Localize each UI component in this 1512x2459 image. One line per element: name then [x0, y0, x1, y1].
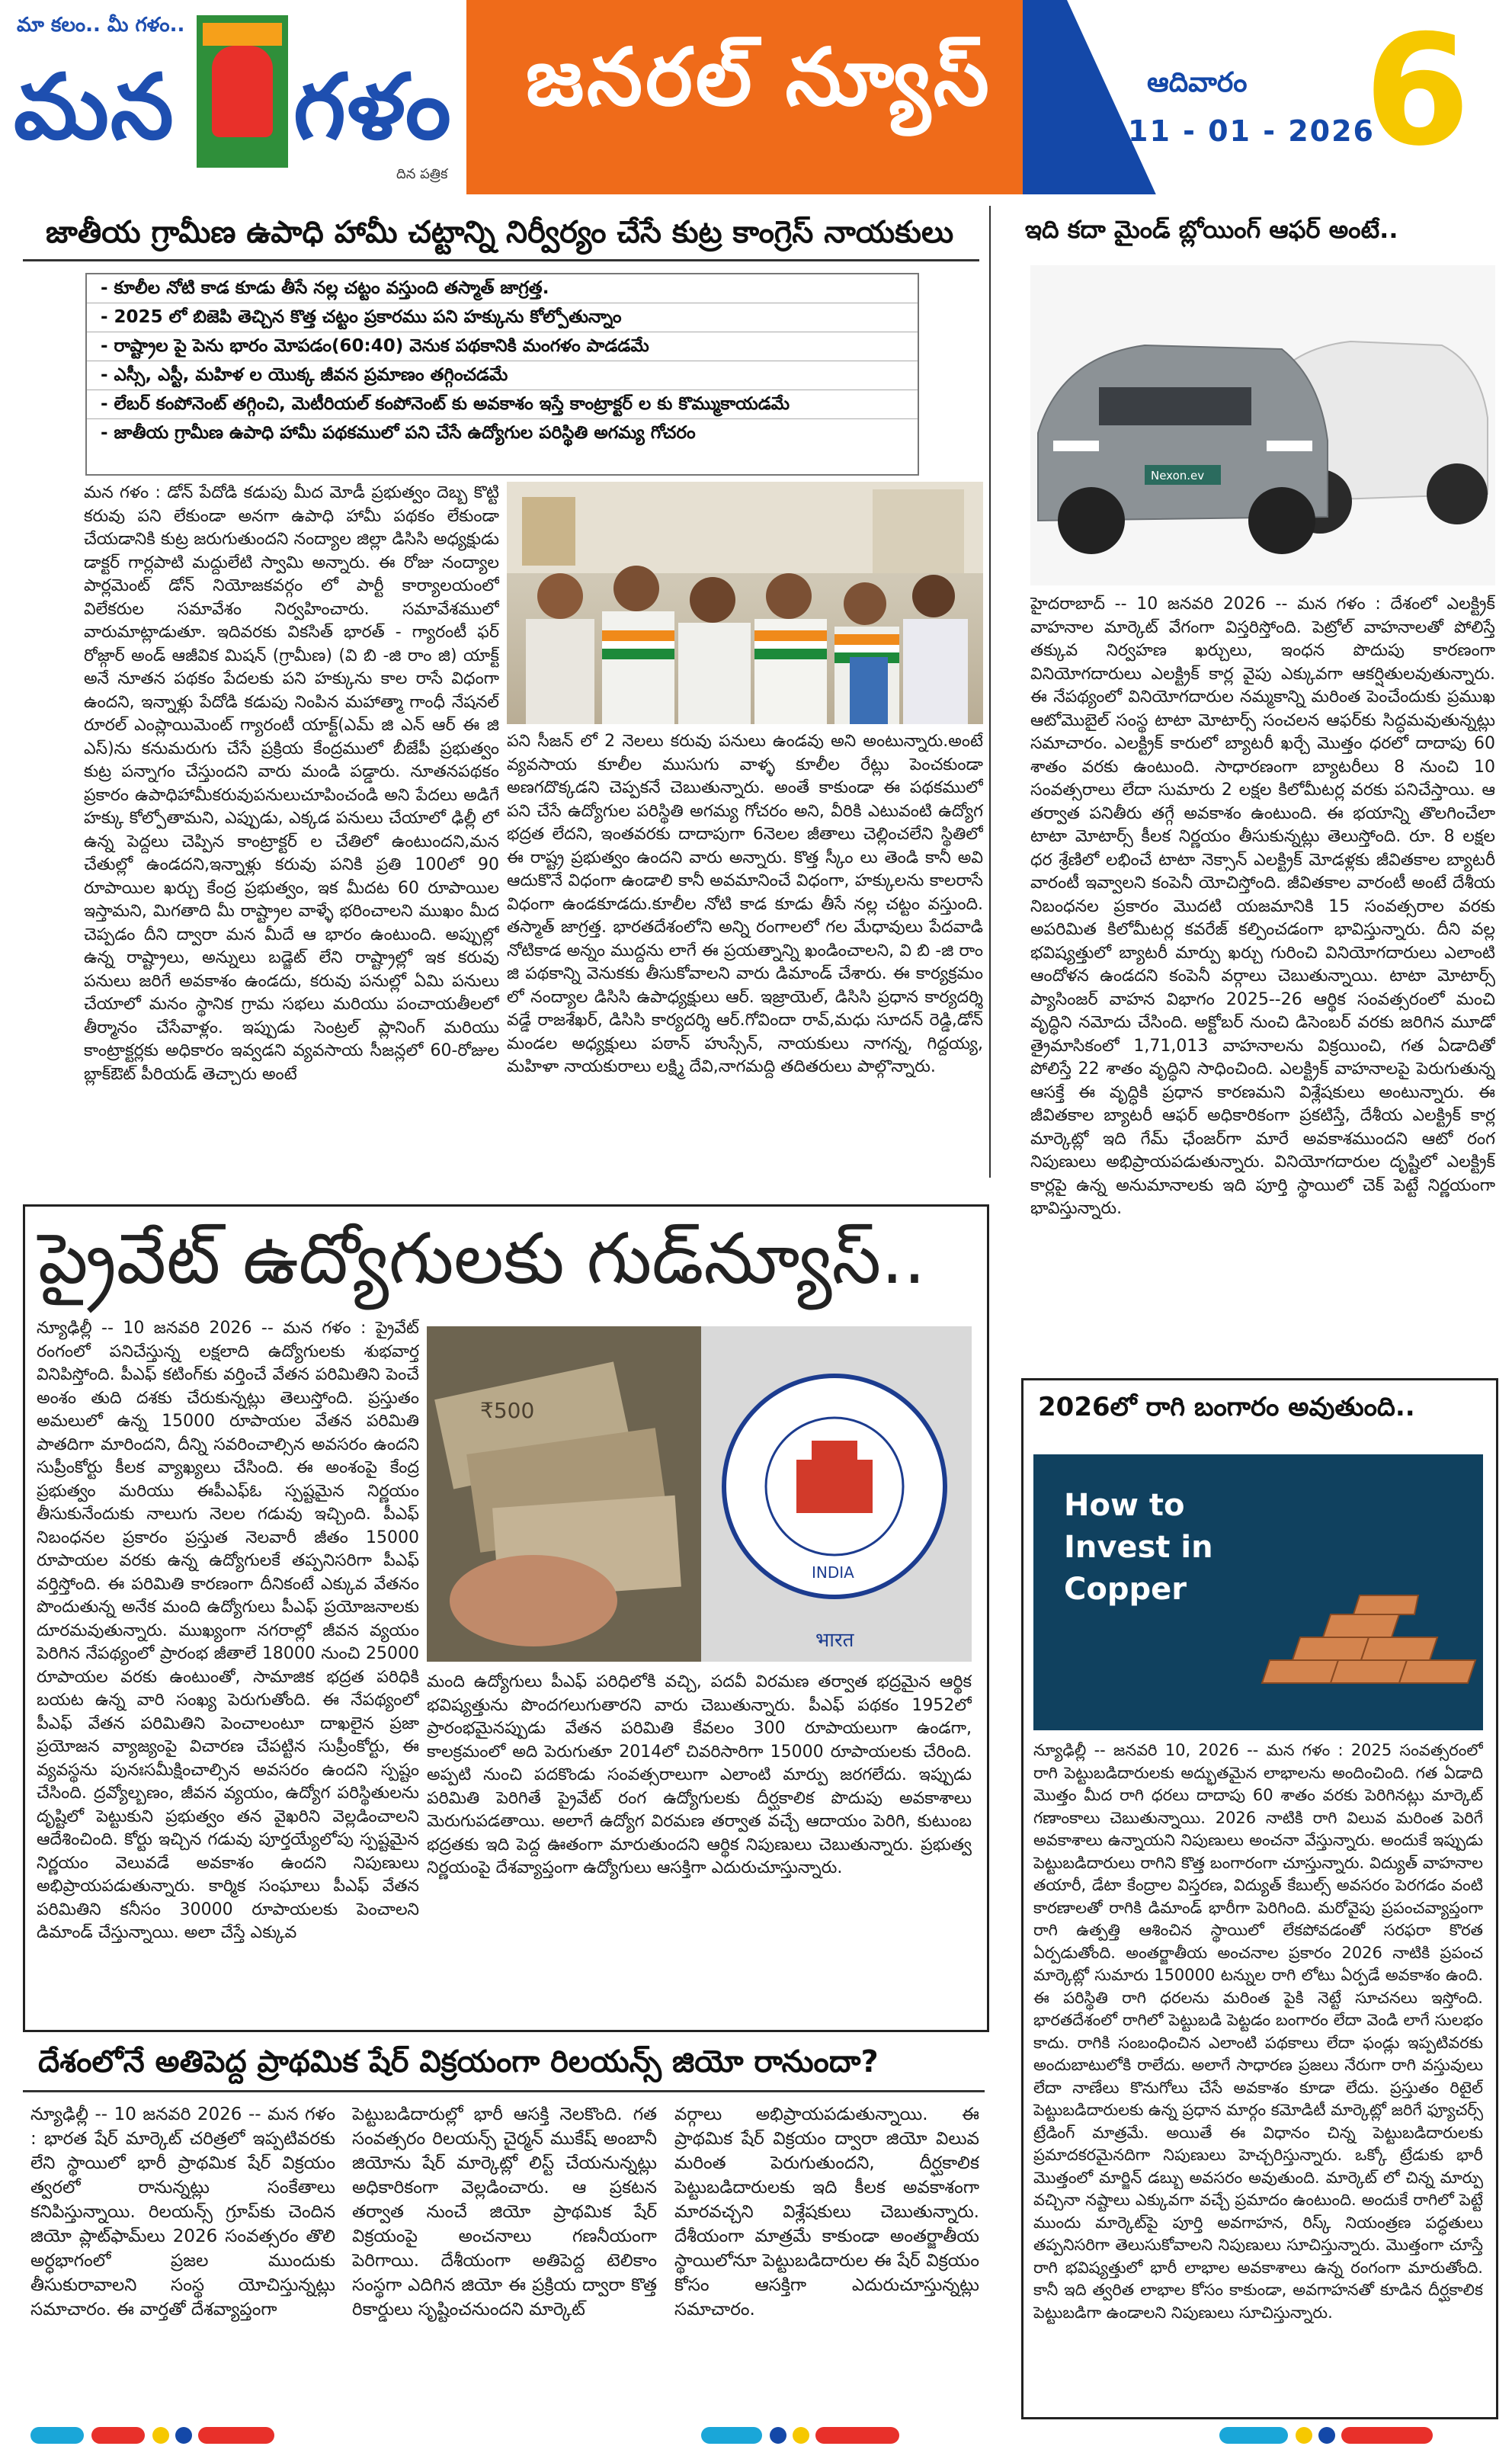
article5-body: న్యూఢిల్లీ -- జనవరి 10, 2026 -- మన గళం : 2025 సంవత్సరంలో రాగి పెట్టుబడిదారులకు అద్భుతమైన లాభాలను అందించింది. గత ఏడాది మొత్తం మీద రాగి ధరలు దాదాపు 60 శాతం వరకు పెరిగినట్లు మార్కెట్ గణాంకాలు చెబుతున్నాయి. 2026 నాటికి రాగి విలువ మరింత పెరిగే అవకాశాలు ఉన్నాయని నిపుణులు అంచనా వేస్తున్నారు. అందుకే ఇప్పుడు పెట్టుబడిదారులు రాగిని కొత్త బంగారంగా చూస్తున్నారు. విద్యుత్ వాహనాల తయారీ, డేటా కేంద్రాల విస్తరణ, విద్యుత్ కేబుల్స్ అవసరం పెరగడం వంటి కారణాలతో రాగికి డిమాండ్ భారీగా పెరిగింది. మరోవైపు ప్రపంచవ్యాప్తంగా రాగి ఉత్పత్తి ఆశించిన స్థాయిలో లేకపోవడంతో సరఫరా కొరత ఏర్పడుతోంది. అంతర్జాతీయ అంచనాల ప్రకారం 2026 నాటికి ప్రపంచ మార్కెట్లో సుమారు 150000 టన్నుల రాగి లోటు ఏర్పడే అవకాశం ఉంది. ఈ పరిస్థితి రాగి ధరలను మరింత పైకి నెట్టే సూచనలు ఇస్తోంది. భారతదేశంలో రాగిలో పెట్టుబడి పెట్టడం బంగారం లేదా వెండి లాగే సులభం కాదు. రాగికి సంబంధించిన ఎలాంటి పథకాలు లేదా ఫండ్లు ఇప్పటివరకు అందుబాటులోకి రాలేదు. అలాగే సాధారణ ప్రజలు నేరుగా రాగి వస్తువులు లేదా నాణేలు కొనుగోలు చేసే అవకాశం కూడా లేదు. ప్రస్తుతం రిటైల్ పెట్టుబడిదారులకు ఉన్న ప్రధాన మార్గం కమోడిటీ మార్కెట్లో జరిగే ఫ్యూచర్స్ ట్రేడింగ్ మాత్రమే. అయితే ఈ విధానం చిన్న పెట్టుబడిదారులకు ప్రమాదకరమైనదిగా నిపుణులు హెచ్చరిస్తున్నారు. ఒక్కో ట్రేడుకు భారీ మొత్తంలో మార్జిన్ డబ్బు అవసరం అవుతుంది. మార్కెట్ లో చిన్న మార్పు వచ్చినా నష్టాలు ఎక్కువగా వచ్చే ప్రమాదం ఉంటుంది. అందుకే రాగిలో పెట్టే ముందు మార్కెట్‌పై పూర్తి అవగాహన, రిస్క్ నియంత్రణ పద్ధతులు తప్పనిసరిగా తెలుసుకోవాలని నిపుణులు సూచిస్తున్నారు. మొత్తంగా చూస్తే రాగి భవిష్యత్తులో భారీ లాభాల అవకాశాలు ఉన్న రంగంగా మారుతోంది. కానీ ఇది త్వరిత లాభాల కోసం కాకుండా, అవగాహనతో కూడిన దీర్ఘకాలిక పెట్టుబడిగా ఉండాలని నిపుణులు సూచిస్తున్నారు.: [1033, 1741, 1483, 2322]
column-divider: [989, 206, 991, 1178]
highlight-item: - జాతీయ గ్రామీణ ఉపాధి హామీ పథకములో పని చేసే ఉద్యోగుల పరిస్థితి అగమ్య గోచరం: [101, 423, 696, 443]
footer-decoration-center: [701, 2427, 960, 2445]
footer-decoration-right: [1219, 2427, 1494, 2445]
tagline: మా కలం.. మీ గళం..: [17, 14, 185, 37]
article1-body-col2: పని సీజన్ లో 2 నెలలు కరువు పనులు ఉండవు అని అంటున్నారు.అంటే వ్యవసాయ కూలీల ముసుగు వాళ్ళ కూలీల రేట్లు పెంచకుండా అణగదొక్కడని చెప్పకనే చెబుతున్నారు. అంతే కాకుండా ఈ పథకములో పని చేసే ఉద్యోగుల పరిస్థితి అగమ్య గోచరం అని, వీరికి ఎటువంటి ఉద్యోగ భద్రత లేదని, ఇంతవరకు దాదాపుగా 6నెలల జీతాలు చెల్లించలేని స్థితిలో ఈ రాష్ట్ర ప్రభుత్వం ఉందని వారు అన్నారు. కొత్త స్కీం లు తెండి కానీ అవి ఆదుకొనే విధంగా ఉండాలి కానీ అవమానించే విధంగా, హక్కులను కాలరాసే విధంగా ఉండకూడదు.కూలీల నోటి కాడ కూడు తీసే నల్ల చట్టం వస్తుంది. తస్మాత్ జాగ్రత్త. భారతదేశంలోని అన్ని రంగాలలో గల మేధావులు పేదవాడి నోటికాడ అన్నం ముద్దను లాగే ఈ ప్రయత్నాన్ని ఖండించాలని, వి బి -జి రాం జి పథకాన్ని వెనుకకు తీసుకోవాలని వారు డిమాండ్ చేశారు. ఈ కార్యక్రమం లో నంద్యాల డిసిసి ఉపాధ్యక్షులు ఆర్. ఇజ్రాయెల్, డిసిసి ప్రధాన కార్యదర్శి వడ్డే రాజశేఖర్, డిసిసి కార్యదర్శి ఆర్.గోవిందా రావ్,మధు సూదన్ రెడ్డి,డోన్ మండల అధ్యక్షులు పఠాన్ హుస్సేన్, నాయకులు నాగన్న, గిద్దయ్య, మహిళా నాయకురాలు లక్ష్మి దేవి,నాగమద్ది తదితరులు పాల్గొన్నారు.: [507, 732, 983, 1076]
article3-headline[interactable]: దేశంలోనే అతిపెద్ద ప్రాథమిక షేర్ విక్రయంగా రిలయన్స్ జియో రానుందా?: [38, 2044, 879, 2079]
paper-subtitle: దిన పత్రిక: [396, 166, 448, 182]
article1-highlights: [85, 273, 919, 476]
copper-photo: [1033, 1454, 1483, 1730]
issue-date: 11 - 01 - 2026: [1128, 114, 1375, 148]
article4-headline[interactable]: ఇది కదా మైండ్ బ్లోయింగ్ ఆఫర్ అంటే..: [1025, 215, 1398, 244]
pf-photo: [427, 1326, 972, 1662]
highlight-item: - లేబర్ కంపోనెంట్ తగ్గించి, మెటీరియల్ కంపోనెంట్ కు అవకాశం ఇస్తే కాంట్రాక్టర్ ల కు కొమ్ముకాయడమే: [87, 390, 918, 419]
highlight-item: - 2025 లో బిజెపి తెచ్చిన కొత్త చట్టం ప్రకారము పని హక్కును కోల్పోతున్నాం: [87, 303, 918, 332]
car-plate: Nexon.ev: [1151, 469, 1205, 483]
epfo-india: INDIA: [812, 1563, 854, 1582]
copper-title-line3: Copper: [1064, 1572, 1187, 1607]
article3-body-col1: న్యూఢిల్లీ -- 10 జనవరి 2026 -- మన గళం : భారత షేర్ మార్కెట్ చరిత్రలో ఇప్పటివరకు లేని స్థాయిలో భారీ ప్రాథమిక షేర్ విక్రయం త్వరలో రానున్నట్లు సంకేతాలు కనిపిస్తున్నాయి. రిలయన్స్ గ్రూప్‌కు చెందిన జియో ప్లాట్‌ఫామ్‌లు 2026 సంవత్సరం తొలి అర్ధభాగంలో ప్రజల ముందుకు తీసుకురావాలని సంస్థ యోచిస్తున్నట్లు సమాచారం. ఈ వార్తతో దేశవ్యాప్తంగా: [30, 2105, 335, 2320]
highlight-item: - రాష్ట్రాల పై పెను భారం మోపడం(60:40) వెనుక పథకానికి మంగళం పాడడమే: [87, 332, 918, 361]
article2-body-col2: మంది ఉద్యోగులు పీఎఫ్ పరిధిలోకి వచ్చి, పదవీ విరమణ తర్వాత భద్రమైన ఆర్థిక భవిష్యత్తును పొందగలుగుతారని వారు చెబుతున్నారు. పీఎఫ్ పథకం 1952లో ప్రారంభమైనప్పుడు వేతన పరిమితి కేవలం 300 రూపాయలుగా ఉండగా, కాలక్రమంలో అది పెరుగుతూ 2014లో చివరిసారిగా 15000 రూపాయలకు చేరింది. అప్పటి నుంచి పదకొండు సంవత్సరాలుగా ఎలాంటి మార్పు జరగలేదు. ఇప్పుడు పరిమితి పెరిగితే ప్రైవేట్ రంగ ఉద్యోగులకు దీర్ఘకాలిక పొదుపు అవకాశాలు మెరుగుపడతాయి. అలాగే ఉద్యోగ విరమణ తర్వాత వచ్చే ఆదాయం పెరిగి, కుటుంబ భద్రతకు ఇది పెద్ద ఊతంగా మారుతుందని ఆర్థిక నిపుణులు చెబుతున్నారు. ప్రభుత్వ నిర్ణయంపై దేశవ్యాప్తంగా ఉద్యోగులు ఆసక్తిగా ఎదురుచూస్తున్నారు.: [427, 1672, 972, 1877]
logo-text-left: మన: [14, 53, 175, 159]
cars-photo: [1030, 265, 1495, 585]
press-meet-photo: [507, 482, 983, 724]
epfo-hindi: भारत: [815, 1629, 854, 1652]
article4-photo[interactable]: [1030, 265, 1495, 585]
logo-text-right: గళం: [293, 53, 453, 159]
article5-photo[interactable]: [1033, 1454, 1483, 1730]
section-title: జనరల్ న్యూస్: [526, 30, 992, 123]
article5-headline[interactable]: 2026లో రాగి బంగారం అవుతుంది..: [1038, 1392, 1415, 1422]
day-name: ఆదివారం: [1147, 67, 1248, 98]
currency-note-label: ₹500: [480, 1398, 535, 1423]
copper-title-line2: Invest in: [1064, 1530, 1213, 1565]
footer-decoration-left: [30, 2427, 290, 2445]
page-number: 6: [1364, 2, 1471, 180]
article3-body-col3: వర్గాలు అభిప్రాయపడుతున్నాయి. ఈ ప్రాథమిక షేర్ విక్రయం ద్వారా జియో విలువ మరింత పెరుగుతుందని, దీర్ఘకాలిక పెట్టుబడిదారులకు ఇది కీలక అవకాశంగా మారవచ్చని విశ్లేషకులు చెబుతున్నారు. దేశీయంగా మాత్రమే కాకుండా అంతర్జాతీయ స్థాయిలోనూ పెట్టుబడిదారుల ఈ షేర్ విక్రయం కోసం ఆసక్తిగా ఎదురుచూస్తున్నట్లు సమాచారం.: [674, 2105, 979, 2320]
article2-photo[interactable]: [427, 1326, 972, 1662]
article4-body: హైదరాబాద్ -- 10 జనవరి 2026 -- మన గళం : దేశంలో ఎలక్ట్రిక్ వాహనాల మార్కెట్ వేగంగా విస్తరిస్తోంది. పెట్రోల్ వాహనాలతో పోలిస్తే తక్కువ నిర్వహణ ఖర్చులు, ఇంధన పొదుపు కారణంగా వినియోగదారులు ఎలక్ట్రిక్ కార్ల వైపు ఎక్కువగా ఆకర్షితులవుతున్నారు. ఈ నేపథ్యంలో వినియోగదారుల నమ్మకాన్ని మరింత పెంచేందుకు ప్రముఖ ఆటోమొబైల్ సంస్థ టాటా మోటార్స్ సంచలన ఆఫర్‌కు సిద్ధమవుతున్నట్లు సమాచారం. ఎలక్ట్రిక్ కారులో బ్యాటరీ ఖర్చే మొత్తం ధరలో దాదాపు 60 శాతం వరకు ఉంటుంది. సాధారణంగా బ్యాటరీలు 8 నుంచి 10 సంవత్సరాలు లేదా సుమారు 2 లక్షల కిలోమీటర్ల వరకు పనిచేస్తాయి. ఆ తర్వాత పనితీరు తగ్గే అవకాశం ఉంటుంది. ఈ భయాన్ని తొలగించేలా టాటా మోటార్స్ కీలక నిర్ణయం తీసుకున్నట్లు తెలుస్తోంది. రూ. 8 లక్షల ధర శ్రేణిలో లభించే టాటా నెక్సాన్ ఎలక్ట్రిక్ మోడళ్లకు జీవితకాల బ్యాటరీ వారంటీ ఇవ్వాలని కంపెనీ యోచిస్తోంది. జీవితకాల వారంటీ అంటే దేశీయ నిబంధనల ప్రకారం మొదటి యజమానికి 15 సంవత్సరాల వరకు అపరిమిత కిలోమీటర్ల కవరేజ్ కల్పించడంగా భావిస్తున్నారు. దీని వల్ల భవిష్యత్తులో బ్యాటరీ మార్పు ఖర్చు గురించి వినియోగదారులు ఎలాంటి ఆందోళన ఉండదని కంపెనీ వర్గాలు చెబుతున్నాయి. టాటా మోటార్స్ ప్యాసింజర్ వాహన విభాగం 2025--26 ఆర్థిక సంవత్సరంలో మంచి వృద్ధిని నమోదు చేసింది. అక్టోబర్ నుంచి డిసెంబర్ వరకు జరిగిన మూడో త్రైమాసికంలో 1,71,013 వాహనాలను విక్రయించి, గత ఏడాదితో పోలిస్తే 22 శాతం వృద్ధిని సాధించింది. ఎలక్ట్రిక్ వాహనాలపై పెరుగుతున్న ఆసక్తే ఈ వృద్ధికి ప్రధాన కారణమని విశ్లేషకులు అంటున్నారు. ఈ జీవితకాల బ్యాటరీ ఆఫర్ అధికారికంగా ప్రకటిస్తే, దేశీయ ఎలక్ట్రిక్ కార్ల మార్కెట్లో ఇది గేమ్ ఛేంజర్‌గా మారే అవకాశముందని ఆటో రంగ నిపుణులు అభిప్రాయపడుతున్నారు. వినియోగదారుల దృష్టిలో ఎలక్ట్రిక్ కార్లపై ఉన్న అనుమానాలకు ఇది పూర్తి స్థాయిలో చెక్ పెట్టే నిర్ణయంగా భావిస్తున్నారు.: [1030, 595, 1495, 1218]
article3-body-col2: పెట్టుబడిదారుల్లో భారీ ఆసక్తి నెలకొంది. గత సంవత్సరం రిలయన్స్ చైర్మన్ ముకేష్ అంబానీ జియోను షేర్ మార్కెట్లో లిస్ట్ చేయనున్నట్లు అధికారికంగా వెల్లడించారు. ఆ ప్రకటన తర్వాత నుంచే జియో ప్రాథమిక షేర్ విక్రయంపై అంచనాలు గణనీయంగా పెరిగాయి. దేశీయంగా అతిపెద్ద టెలికాం సంస్థగా ఎదిగిన జియో ఈ ప్రక్రియ ద్వారా కొత్త రికార్డులు సృష్టించనుందని మార్కెట్: [352, 2105, 657, 2320]
article1-photo[interactable]: [507, 482, 983, 724]
masthead: [0, 0, 1512, 194]
article2-body-col1: న్యూఢిల్లీ -- 10 జనవరి 2026 -- మన గళం : ప్రైవేట్ రంగంలో పనిచేస్తున్న లక్షలాది ఉద్యోగులకు శుభవార్త వినిపిస్తోంది. పీఎఫ్ కటింగ్‌కు వర్తించే వేతన పరిమితిని పెంచే అంశం తుది దశకు చేరుకున్నట్లు తెలుస్తోంది. ప్రస్తుతం అమలులో ఉన్న 15000 రూపాయల వేతన పరిమితి పాతదిగా మారిందని, దీన్ని సవరించాల్సిన అవసరం ఉందని సుప్రీంకోర్టు కీలక వ్యాఖ్యలు చేసింది. ఈ అంశంపై కేంద్ర ప్రభుత్వం మరియు ఈపీఎఫ్‌ఓ స్పష్టమైన నిర్ణయం తీసుకునేందుకు నాలుగు నెలల గడువు ఇచ్చింది. పీఎఫ్ నిబంధనల ప్రకారం ప్రస్తుత నెలవారీ జీతం 15000 రూపాయల వరకు ఉన్న ఉద్యోగులకే తప్పనిసరిగా పీఎఫ్ వర్తిస్తోంది. ఈ పరిమితి కారణంగా దీనికంటే ఎక్కువ వేతనం పొందుతున్న అనేక మంది ఉద్యోగులు పీఎఫ్ ప్రయోజనాలకు దూరమవుతున్నారు. ముఖ్యంగా నగరాల్లో జీవన వ్యయం పెరిగిన నేపథ్యంలో ప్రారంభ జీతాలే 18000 నుంచి 25000 రూపాయల వరకు ఉంటుంతో, సామాజిక భద్రత పరిధికి బయట ఉన్న వారి సంఖ్య పెరుగుతోంది. ఈ నేపథ్యంలో పీఎఫ్ వేతన పరిమితిని పెంచాలంటూ దాఖలైన ప్రజా ప్రయోజన వ్యాజ్యంపై విచారణ చేపట్టిన సుప్రీంకోర్టు, ఈ వ్యవస్థను పునఃసమీక్షించాల్సిన అవసరం ఉందని స్పష్టం చేసింది. ద్రవ్యోల్బణం, జీవన వ్యయం, ఉద్యోగ పరిస్థితులను దృష్టిలో పెట్టుకుని ప్రభుత్వం తన వైఖరిని వెల్లడించాలని ఆదేశించింది. కోర్టు ఇచ్చిన గడువు పూర్తయ్యేలోపు స్పష్టమైన నిర్ణయం వెలువడే అవకాశం ఉందని నిపుణులు అభిప్రాయపడుతున్నారు. కార్మిక సంఘాలు పీఎఫ్ వేతన పరిమితిని కనీసం 30000 రూపాయలకు పెంచాలని డిమాండ్ చేస్తున్నాయి. అలా చేస్తే ఎక్కువ: [37, 1319, 419, 1942]
article1-body-col1: మన గళం : డోన్ పేదోడి కడుపు మీద మోడీ ప్రభుత్వం దెబ్బ కొట్టి కరువు పని లేకుండా అనగా ఉపాధి హామీ పథకం లేకుండా చేయడానికి కుట్ర జరుగుతుందని నంద్యాల జిల్లా డిసిసి అధ్యక్షుడు డాక్టర్ గార్లపాటి మద్దులేటి స్వామి అన్నారు. ఈ రోజు నంద్యాల పార్లమెంట్ డోన్ నియోజకవర్గం లో పార్టీ కార్యాలయంలో విలేకరుల సమావేశం నిర్వహించారు. సమావేశములో వారుమాట్లాడుతూ. ఇదివరకు వికసిత్ భారత్ - గ్యారంటీ ఫర్ రోజ్గార్ అండ్ ఆజీవిక మిషన్ (గ్రామీణ) (వి బి -జి రాం జి) యాక్ట్ అనే నూతన పథకం పేదలకు పని హక్కును కాల రాసే విధంగా ఉందని, ఇన్నాళ్లు పేదోడి కడుపు నింపిన మహాత్మా గాంధీ నేషనల్ రూరల్ ఎంప్లాయిమెంట్ గ్యారంటీ యాక్ట్(ఎమ్ జి ఎన్ ఆర్ ఈ జి ఎస్)ను కనుమరుగు చేసే ప్రక్రియ కేంద్రములో బీజేపీ ప్రభుత్వం కుట్ర పన్నాగం చేస్తుందని వారు మండి పడ్డారు. నూతనపథకం ప్రకారం ఉపాధిహామీకరువుపనులుచూపించండి అని పేదలు అడిగే హక్కు కోల్పోతామని, ఎప్పుడు, ఎక్కడ పనులు చేయాలో ఢిల్లీ లో ఉన్న పెద్దలు చెప్పిన కాంట్రాక్టర్ ల చేతిలో ఉంటుందని,మన చేతుల్లో ఉండదని,ఇన్నాళ్లు కరువు పనికి ప్రతి 100లో 90 రూపాయిల ఖర్చు కేంద్ర ప్రభుత్వం, ఇక మీదట 60 రూపాయిల ఇస్తామని, మిగతాది మీ రాష్ట్రాల వాళ్ళే భరించాలని ముఖం మీద చెప్పడం దీని ద్వారా మన మీదే ఆ భారం ఉంటుంది. అప్పుల్లో ఉన్న రాష్ట్రాలు, అన్నులు బడ్జెట్ లేని రాష్ట్రాల్లో ఇక కరువు పనులు జరిగే అవకాశం ఉండదు, కరువు పనుల్లో ఏమి పనులు చేయాలో మనం స్థానిక గ్రామ సభలు మరియు పంచాయతీలలో తీర్మానం చేసేవాళ్లం. ఇప్పుడు సెంట్రల్ ప్లానింగ్ మరియు కాంట్రాక్టర్లకు అధికారం ఇవ్వడని వ్యవసాయ సీజన్లలో 60-రోజుల బ్లాక్ఔట్ పీరియడ్ తెచ్చారు అంటే: [84, 483, 499, 1084]
logo[interactable]: [0, 0, 466, 194]
fist-icon: [197, 15, 288, 168]
highlight-item: - ఎస్సీ, ఎస్టీ, మహిళ ల యొక్క జీవన ప్రమాణం తగ్గించడమే: [87, 361, 918, 390]
copper-title-line1: How to: [1064, 1488, 1185, 1523]
highlight-item: - కూలీల నోటి కాడ కూడు తీసే నల్ల చట్టం వస్తుంది తస్మాత్ జాగ్రత్త.: [87, 274, 918, 303]
divider: [23, 2090, 985, 2092]
divider: [23, 259, 979, 261]
article2-headline[interactable]: ప్రైవేట్ ఉద్యోగులకు గుడ్‌న్యూస్..: [38, 1218, 926, 1300]
article1-headline[interactable]: జాతీయ గ్రామీణ ఉపాధి హామీ చట్టాన్ని నిర్వీర్యం చేసే కుట్ర కాంగ్రెస్ నాయకులు: [46, 215, 954, 250]
